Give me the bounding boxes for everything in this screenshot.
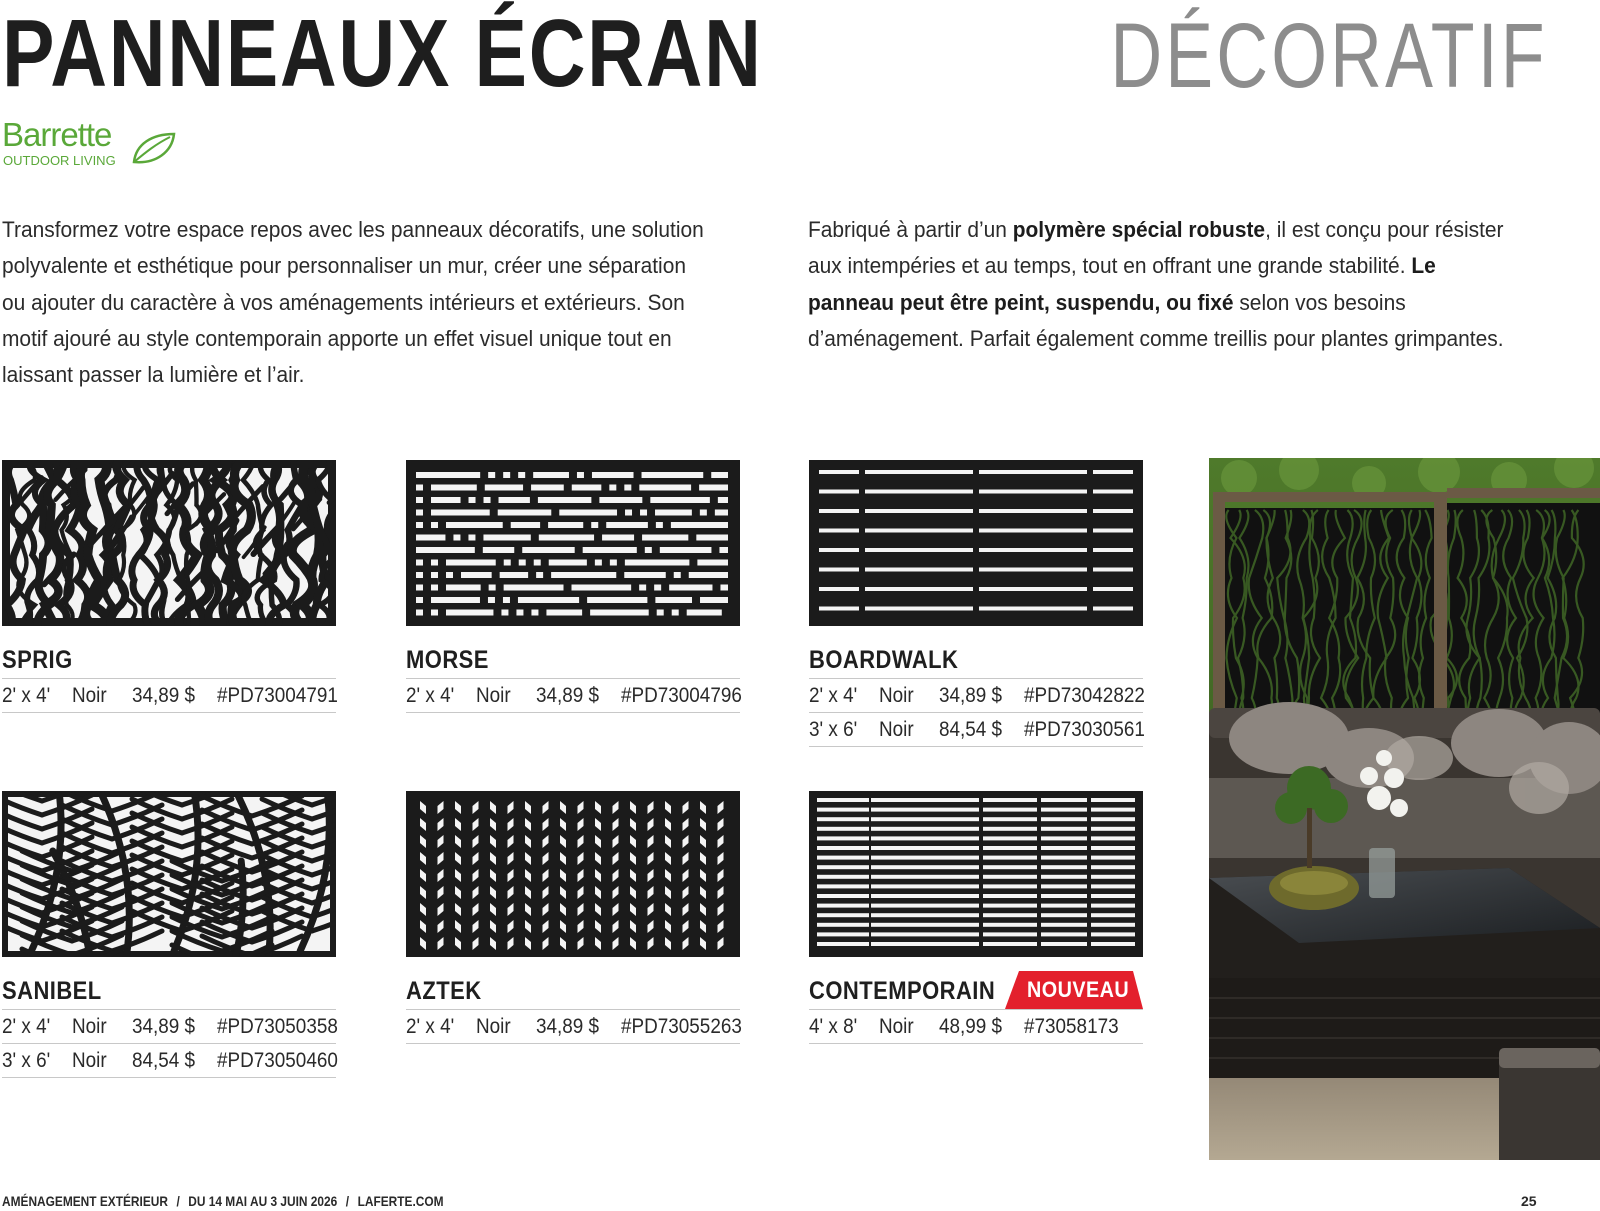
footer-dates: DU 14 MAI AU 3 JUIN 2026 [188,1193,338,1209]
intro-text-left: Transformez votre espace repos avec les panneaux décoratifs, une solution polyvalente et esthétique pour personnaliser un mur, créer une séparation ou ajouter du caractère à vos aménagements intérieurs et extérieurs. Son motif ajouré au style contemporain apporte un effet visuel unique tout en laissant passer la lumière et l’air. [2,217,704,388]
table-row: 2' x 4' Noir 34,89 $ #PD73042822 [809,678,1143,712]
price-table-sprig [2,678,336,713]
panel-image-sprig [2,460,336,626]
table-row: 3' x 6' Noir 84,54 $ #PD73030561 [809,712,1143,747]
product-name-aztek: AZTEK [406,977,482,1005]
panel-image-morse [406,460,740,626]
footer-section: AMÉNAGEMENT EXTÉRIEUR [2,1193,168,1209]
page-subtitle: DÉCORATIF [1110,5,1548,107]
panel-image-sanibel [2,791,336,957]
footer-separator: / [176,1193,180,1209]
price-table-morse [406,678,740,713]
brand-logo [2,118,182,178]
footer-site[interactable]: LAFERTE.COM [357,1193,444,1209]
intro-bold-material: polymère spécial robuste [1012,217,1266,242]
product-name-sprig: SPRIG [2,646,73,674]
new-badge [1005,971,1143,1009]
table-row: 2' x 4' Noir 34,89 $ #PD73004791 [2,678,336,713]
panel-image-contemporain [809,791,1143,957]
table-row: 2' x 4' Noir 34,89 $ #PD73050358 [2,1009,336,1043]
table-row: 3' x 6' Noir 84,54 $ #PD73050460 [2,1043,336,1078]
page-title: PANNEAUX ÉCRAN [2,0,763,107]
product-name-contemporain: CONTEMPORAIN [809,977,996,1005]
price-table-aztek [406,1009,740,1044]
lifestyle-photo [1209,458,1600,1160]
product-name-morse: MORSE [406,646,489,674]
product-name-boardwalk: BOARDWALK [809,646,959,674]
table-row: 2' x 4' Noir 34,89 $ #PD73004796 [406,678,740,713]
footer [2,1193,444,1209]
leaf-icon [130,132,176,164]
table-row: 2' x 4' Noir 34,89 $ #PD73055263 [406,1009,740,1044]
footer-separator: / [345,1193,350,1209]
product-name-sanibel: SANIBEL [2,977,102,1005]
panel-image-aztek [406,791,740,957]
new-badge-label: NOUVEAU [1027,977,1130,1002]
logo-brand: Barrette [2,116,112,153]
intro-text-right: Fabriqué à partir d’un polymère spécial robuste, il est conçu pour résister aux intempéries et au temps, tout en offrant une grande stabilité. Le panneau peut être peint, suspendu, ou fixé selon vos besoins d’aménagement. Parfait également comme treillis pour plantes grimpantes. [808,217,1504,351]
price-table-contemporain [809,1009,1143,1044]
panel-image-boardwalk [809,460,1143,626]
price-table-sanibel [2,1009,336,1078]
page-number: 25 [1521,1193,1537,1209]
logo-tagline: OUTDOOR LIVING [3,153,116,168]
price-table-boardwalk [809,678,1143,747]
intro-bold-usage: Le panneau peut être peint, suspendu, ou fixé [808,253,1436,315]
table-row: 4' x 8' Noir 48,99 $ #73058173 [809,1009,1143,1044]
